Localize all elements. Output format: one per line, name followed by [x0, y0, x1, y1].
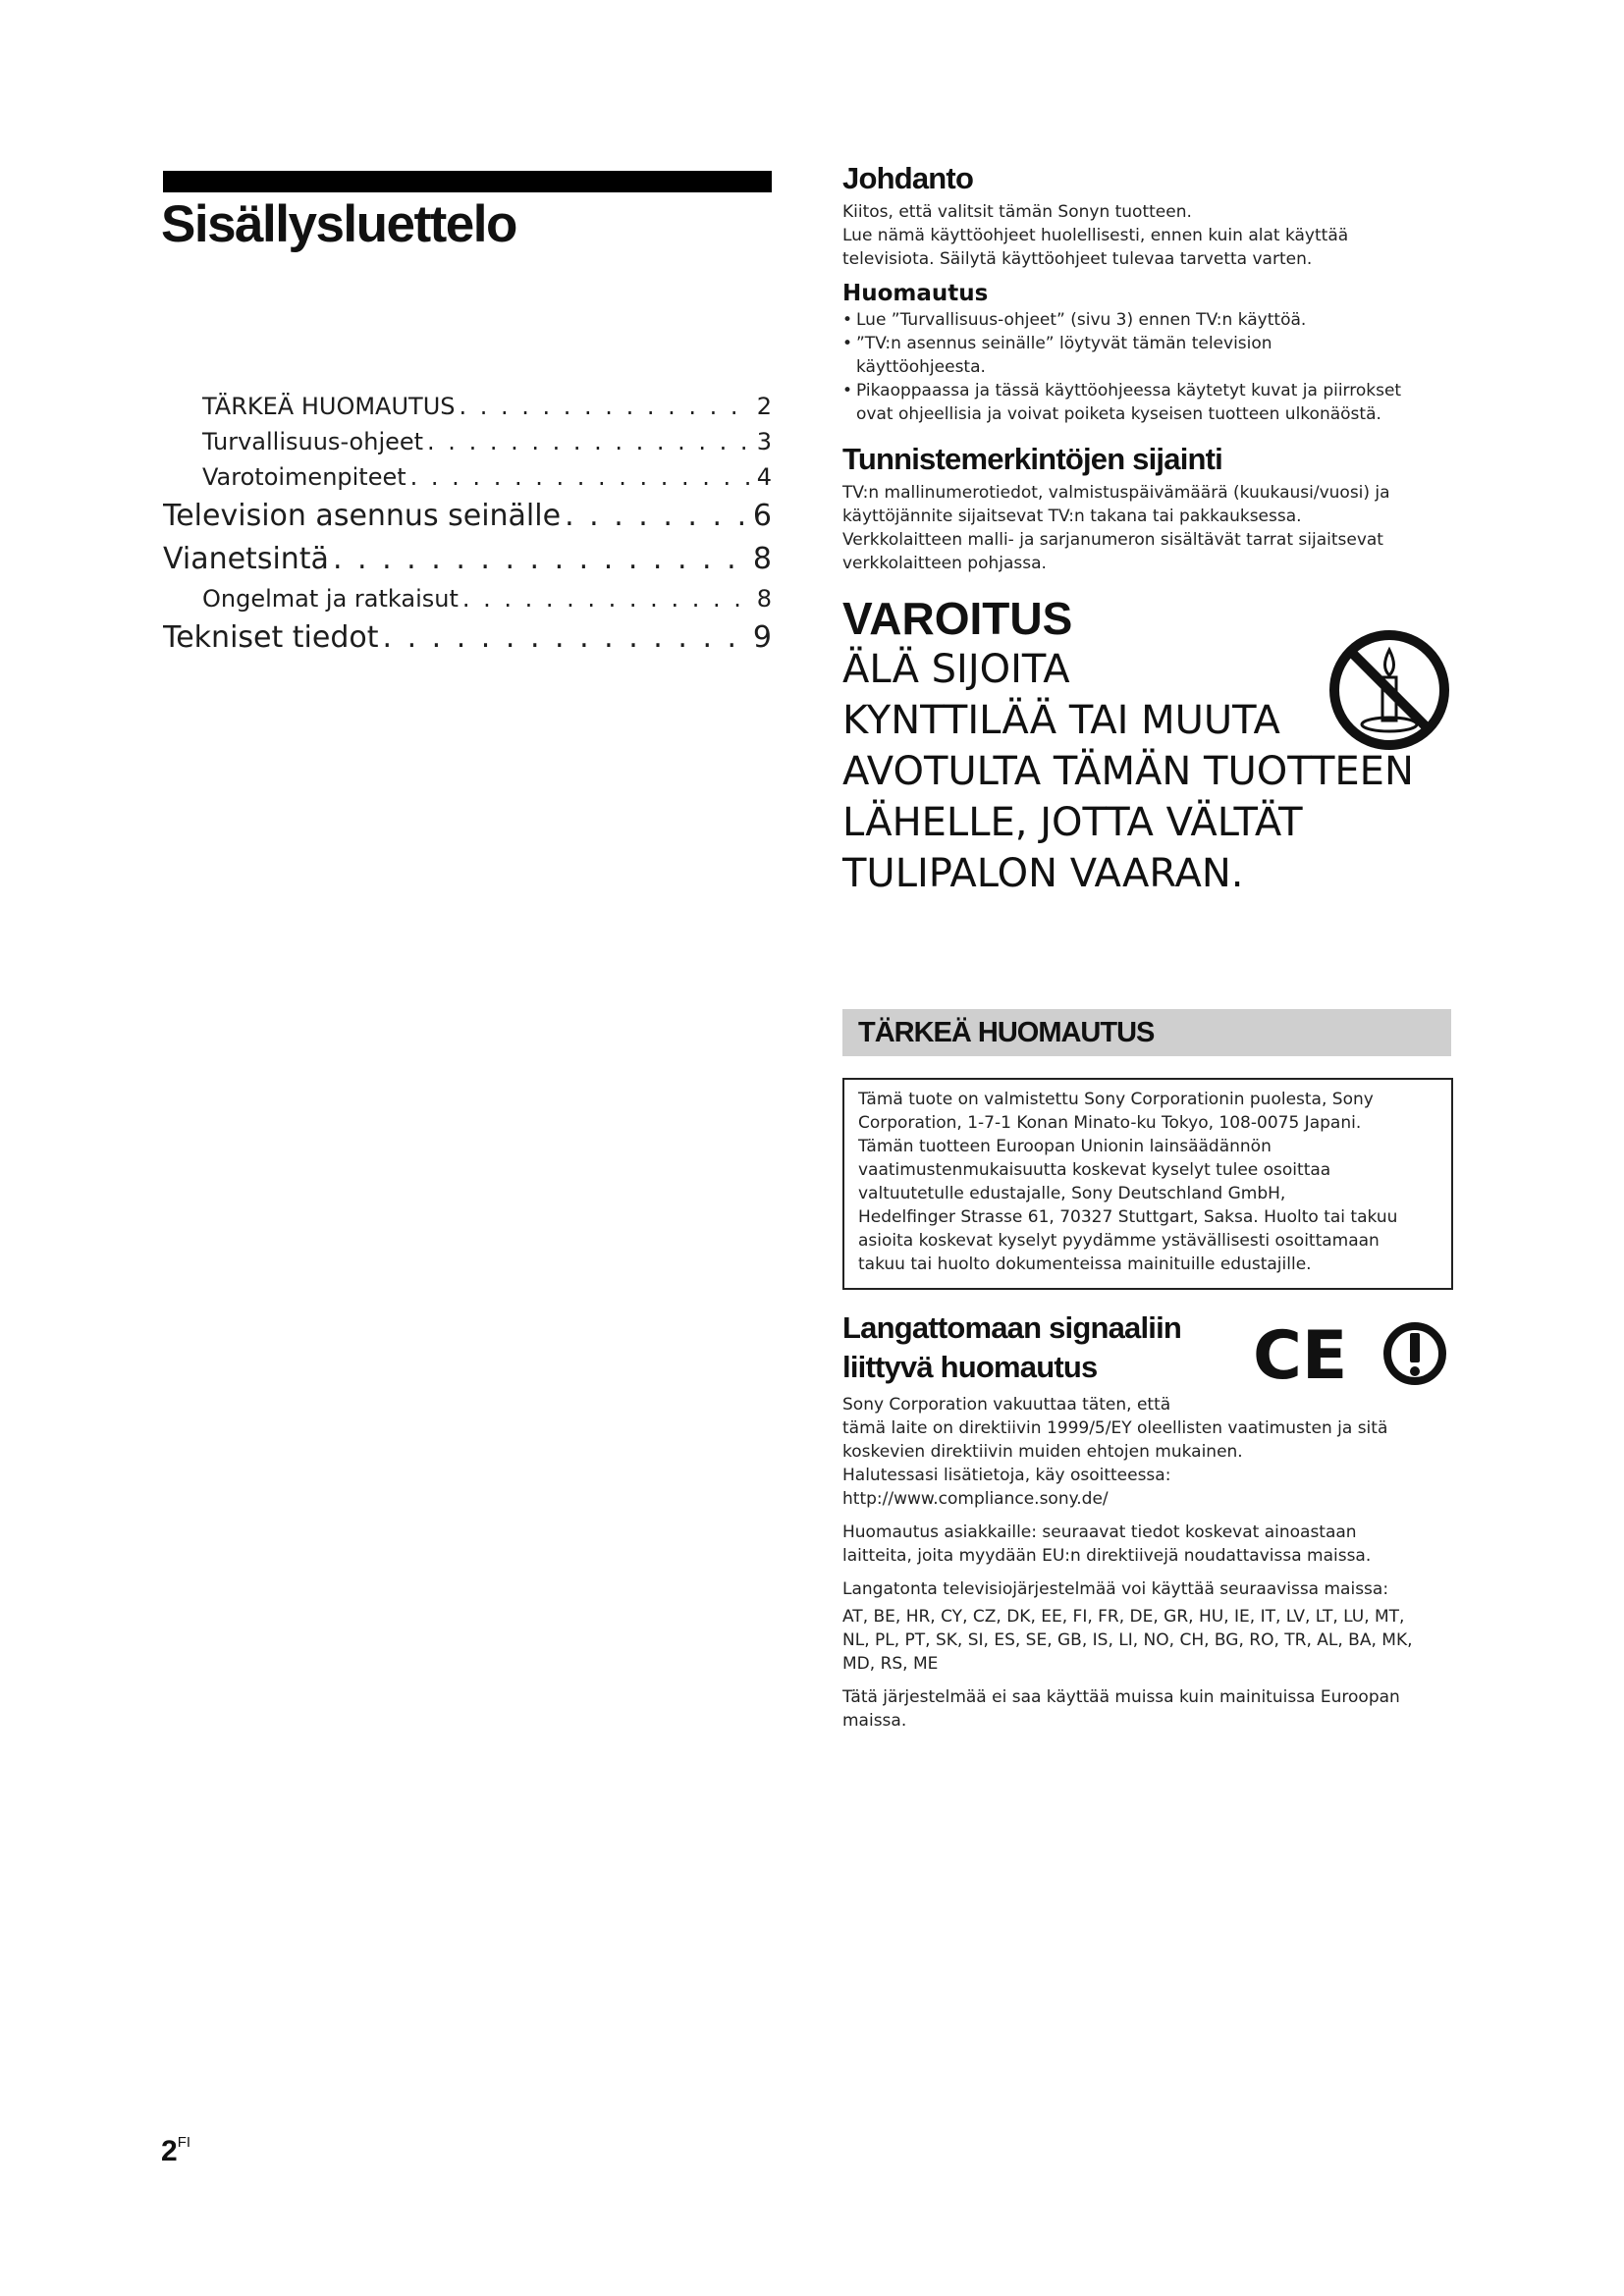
note-list — [842, 308, 1451, 426]
ce-mark-text: CE — [1253, 1319, 1348, 1388]
notice-line: asioita koskevat kyselyt pyydämme ystävällisesti osoittamaan — [858, 1231, 1380, 1251]
wireless-line: maissa. — [842, 1711, 907, 1731]
toc-title: Sisällysluettelo — [161, 195, 516, 253]
label-line: Verkkolaitteen malli- ja sarjanumeron sisältävät tarrat sijaitsevat — [842, 530, 1383, 550]
notice-line: Tämä tuote on valmistettu Sony Corporationin puolesta, Sony — [858, 1090, 1374, 1109]
toc-leader — [423, 428, 753, 455]
toc-entry-page: 8 — [752, 542, 772, 576]
title-rule — [163, 171, 772, 192]
notice-line: Tämän tuotteen Euroopan Unionin lainsäädännön — [858, 1137, 1272, 1156]
note-item: • ”TV:n asennus seinälle” löytyvät tämän television käyttöohjeesta. — [842, 334, 1272, 377]
toc-entry-page: 8 — [756, 585, 772, 613]
intro-line: Lue nämä käyttöohjeet huolellisesti, ennen kuin alat käyttää — [842, 226, 1349, 245]
intro-heading: Johdanto — [842, 161, 974, 195]
wireless-line: Langatonta televisiojärjestelmää voi käyttää seuraavissa maissa: — [842, 1579, 1389, 1599]
page-number — [161, 2134, 190, 2168]
toc-leader — [406, 463, 753, 491]
toc-entry[interactable] — [163, 428, 772, 463]
wireless-paragraph — [842, 1521, 1453, 1568]
country-list-line: MD, RS, ME — [842, 1654, 939, 1674]
notice-line: vaatimustenmukaisuutta koskevat kyselyt tulee osoittaa — [858, 1160, 1331, 1180]
toc-entry-label: Vianetsintä — [163, 542, 329, 576]
toc-entry-label: Television asennus seinälle — [163, 499, 562, 533]
toc-entry-page: 9 — [752, 620, 772, 655]
toc-list — [163, 393, 772, 664]
label-line: käyttöjännite sijaitsevat TV:n takana tai pakkauksessa. — [842, 507, 1302, 526]
toc-entry[interactable] — [163, 499, 772, 542]
warning-line: AVOTULTA TÄMÄN TUOTTEEN — [842, 749, 1414, 794]
important-notice-header — [842, 1009, 1451, 1056]
toc-entry-page: 4 — [756, 463, 772, 491]
toc-leader — [456, 393, 753, 420]
country-list-line: NL, PL, PT, SK, SI, ES, SE, GB, IS, LI, NO, CH, BG, RO, TR, AL, BA, MK, — [842, 1630, 1413, 1650]
wireless-paragraph — [842, 1577, 1453, 1676]
toc-leader — [561, 499, 749, 533]
toc-leader — [379, 620, 749, 655]
important-notice-box — [842, 1078, 1453, 1290]
toc-entry[interactable] — [163, 620, 772, 664]
toc-entry[interactable] — [163, 542, 772, 585]
label-location-heading: Tunnistemerkintöjen sijainti — [842, 442, 1222, 476]
warning-line: TULIPALON VAARAN. — [842, 851, 1244, 896]
toc-entry[interactable] — [163, 393, 772, 428]
notice-line: Corporation, 1-7-1 Konan Minato-ku Tokyo, 108-0075 Japani. — [858, 1113, 1362, 1133]
toc-entry-label: TÄRKEÄ HUOMAUTUS — [202, 393, 456, 420]
country-list-line: AT, BE, HR, CY, CZ, DK, EE, FI, FR, DE, GR, HU, IE, IT, LV, LT, LU, MT, — [842, 1607, 1405, 1627]
note-line: ”TV:n asennus seinälle” löytyvät tämän television — [856, 334, 1272, 353]
notice-line: valtuutetulle edustajalle, Sony Deutschland GmbH, — [858, 1184, 1286, 1203]
important-notice-heading: TÄRKEÄ HUOMAUTUS — [858, 1017, 1155, 1048]
toc-entry[interactable] — [163, 463, 772, 499]
wireless-line: Halutessasi lisätietoja, käy osoitteessa: — [842, 1466, 1171, 1485]
toc-entry-label: Tekniset tiedot — [163, 620, 379, 655]
label-location-text — [842, 481, 1451, 575]
notice-line: takuu tai huolto dokumenteissa mainituille edustajille. — [858, 1255, 1312, 1274]
intro-line: Kiitos, että valitsit tämän Sonyn tuotteen. — [842, 202, 1192, 222]
wireless-line: Sony Corporation vakuuttaa täten, että — [842, 1395, 1171, 1415]
wireless-url[interactable]: http://www.compliance.sony.de/ — [842, 1489, 1109, 1509]
ce-mark-icon — [1253, 1319, 1359, 1388]
label-line: verkkolaitteen pohjassa. — [842, 554, 1047, 573]
note-line: käyttöohjeesta. — [856, 357, 986, 377]
toc-entry-label: Ongelmat ja ratkaisut — [202, 585, 459, 613]
wireless-heading-line: liittyvä huomautus — [842, 1350, 1098, 1384]
no-open-flame-icon — [1327, 628, 1451, 752]
intro-line: televisiota. Säilytä käyttöohjeet tulevaa tarvetta varten. — [842, 249, 1313, 269]
warning-title: VAROITUS — [842, 593, 1073, 644]
wireless-heading-line: Langattomaan signaaliin — [842, 1310, 1182, 1345]
page-number-value: 2 — [161, 2135, 178, 2167]
toc-entry[interactable] — [163, 585, 772, 620]
note-item: • Lue ”Turvallisuus-ohjeet” (sivu 3) ennen TV:n käyttöä. — [842, 310, 1307, 330]
toc-leader — [459, 585, 753, 613]
note-heading: Huomautus — [842, 281, 989, 306]
intro-text — [842, 200, 1451, 271]
right-column — [842, 161, 1451, 899]
warning-line: LÄHELLE, JOTTA VÄLTÄT — [842, 800, 1303, 845]
warning-line: ÄLÄ SIJOITA — [842, 647, 1070, 692]
toc-entry-page: 6 — [752, 499, 772, 533]
toc-entry-label: Turvallisuus-ohjeet — [202, 428, 424, 455]
note-line: ovat ohjeellisia ja voivat poiketa kyseisen tuotteen ulkonäöstä. — [856, 404, 1381, 424]
wireless-paragraph — [842, 1685, 1453, 1733]
toc-entry-page: 2 — [756, 393, 772, 420]
wireless-paragraph — [842, 1393, 1453, 1511]
notice-line: Hedelfinger Strasse 61, 70327 Stuttgart, Saksa. Huolto tai takuu — [858, 1207, 1398, 1227]
label-line: TV:n mallinumerotiedot, valmistuspäivämäärä (kuukausi/vuosi) ja — [842, 483, 1390, 503]
toc-leader — [329, 542, 749, 576]
wireless-line: laitteita, joita myydään EU:n direktiivejä noudattavissa maissa. — [842, 1546, 1372, 1566]
note-line: Pikaoppaassa ja tässä käyttöohjeessa käytetyt kuvat ja piirrokset — [856, 381, 1402, 400]
toc-entry-page: 3 — [756, 428, 772, 455]
page-language-suffix: FI — [177, 2134, 191, 2151]
wireless-heading — [842, 1308, 1274, 1387]
note-item: • Pikaoppaassa ja tässä käyttöohjeessa käytetyt kuvat ja piirrokset ovat ohjeellisia ja voivat poiketa kyseisen tuotteen ulkonäöstä. — [842, 381, 1402, 424]
wireless-line: koskevien direktiivin muiden ehtojen mukainen. — [842, 1442, 1243, 1462]
wireless-line: Huomautus asiakkaille: seuraavat tiedot koskevat ainoastaan — [842, 1522, 1357, 1542]
alert-class2-icon — [1382, 1321, 1447, 1386]
wireless-body — [842, 1393, 1453, 1733]
warning-line: KYNTTILÄÄ TAI MUUTA — [842, 698, 1280, 743]
note-line: Lue ”Turvallisuus-ohjeet” (sivu 3) ennen TV:n käyttöä. — [856, 310, 1307, 330]
toc-entry-label: Varotoimenpiteet — [202, 463, 406, 491]
wireless-line: Tätä järjestelmää ei saa käyttää muissa kuin mainituissa Euroopan — [842, 1687, 1400, 1707]
wireless-line: tämä laite on direktiivin 1999/5/EY oleellisten vaatimusten ja sitä — [842, 1418, 1388, 1438]
